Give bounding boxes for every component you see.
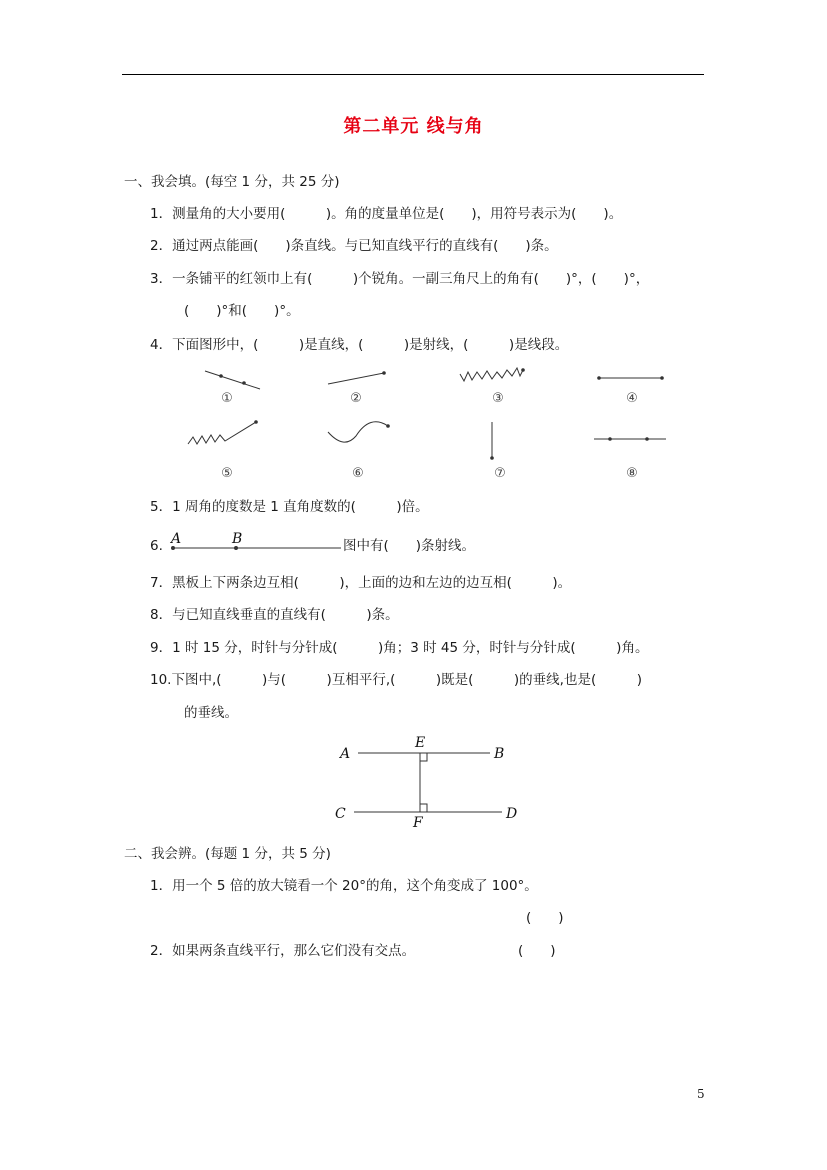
question-6-figure	[165, 530, 355, 560]
question-1: 1．测量角的大小要用( )。角的度量单位是( )，用符号表示为( )。	[150, 206, 623, 222]
question-8: 8．与已知直线垂直的直线有( )条。	[150, 607, 399, 623]
page-title: 第二单元 线与角	[343, 116, 484, 137]
judge-question-1: 1．用一个 5 倍的放大镜看一个 20°的角，这个角变成了 100°。	[150, 878, 538, 894]
question-4: 4．下面图形中，( )是直线，( )是射线，( )是线段。	[150, 337, 569, 353]
point-a-label: A	[340, 746, 351, 762]
line-figures	[0, 362, 827, 482]
question-6-text: 图中有( )条射线。	[343, 538, 476, 554]
figure-label-8: ⑧	[626, 466, 638, 481]
figure-1	[205, 371, 260, 389]
figure-4	[597, 376, 664, 380]
figure-label-3: ③	[492, 391, 504, 406]
figure-label-7: ⑦	[494, 466, 506, 481]
point-d-label: D	[506, 806, 518, 822]
point-a-label: A	[171, 531, 182, 547]
question-10: 10.下图中,( )与( )互相平行,( )既是( )的垂线,也是( )	[150, 672, 643, 688]
page-number: 5	[697, 1087, 705, 1101]
point-e-label: E	[415, 735, 426, 751]
judge-question-2: 2．如果两条直线平行，那么它们没有交点。	[150, 943, 416, 959]
header-rule	[122, 74, 704, 75]
figure-6	[328, 422, 390, 442]
figure-label-5: ⑤	[221, 466, 233, 481]
section1-heading: 一、我会填。(每空 1 分，共 25 分)	[124, 174, 340, 190]
figure-2	[328, 371, 386, 384]
point-b-label: B	[494, 746, 505, 762]
question-10-continued: 的垂线。	[184, 705, 238, 721]
point-c-label: C	[335, 806, 346, 822]
question-7: 7．黑板上下两条边互相( )，上面的边和左边的边互相( )。	[150, 575, 572, 591]
question-3-continued: ( )°和( )°。	[184, 303, 300, 319]
figure-8	[594, 437, 666, 441]
question-5: 5．1 周角的度数是 1 直角度数的( )倍。	[150, 499, 429, 515]
figure-label-6: ⑥	[352, 466, 364, 481]
question-3: 3．一条铺平的红领巾上有( )个锐角。一副三角尺上的角有( )°，( )°，	[150, 271, 650, 287]
point-b-label: B	[232, 531, 243, 547]
judge-answer-2: ( )	[518, 943, 556, 959]
question-9: 9．1 时 15 分，时针与分针成( )角；3 时 45 分，时针与分针成( )角。	[150, 640, 649, 656]
question-2: 2．通过两点能画( )条直线。与已知直线平行的直线有( )条。	[150, 238, 558, 254]
figure-7	[490, 422, 494, 460]
figure-3	[460, 368, 525, 381]
point-f-label: F	[413, 815, 423, 831]
section2-heading: 二、我会辨。(每题 1 分，共 5 分)	[124, 846, 331, 862]
judge-answer-1: ( )	[526, 910, 564, 926]
figure-label-4: ④	[626, 391, 638, 406]
figure-label-1: ①	[221, 391, 233, 406]
figure-5	[188, 420, 258, 444]
parallel-lines-figure	[330, 732, 550, 832]
question-6-number: 6.	[150, 538, 163, 554]
figure-label-2: ②	[350, 391, 362, 406]
